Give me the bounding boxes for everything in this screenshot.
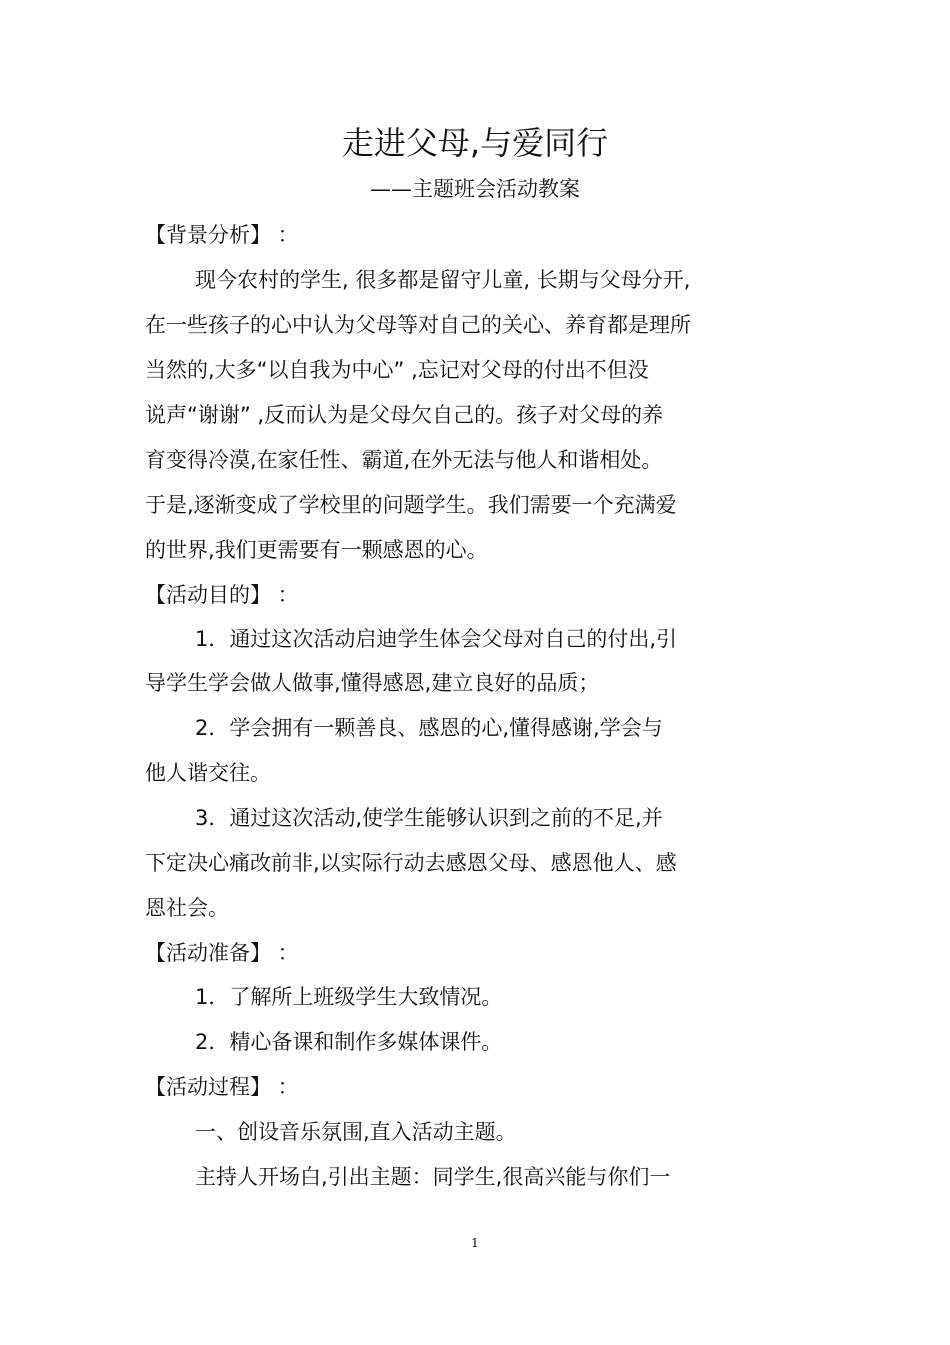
list-item-line: 2．精心备课和制作多媒体课件。 [195,1030,503,1054]
list-item-line: 2．学会拥有一颗善良、感恩的心,懂得感谢,学会与 [195,716,663,740]
document-subtitle: ——主题班会活动教案 [370,177,580,201]
paragraph-line: 的世界,我们更需要有一颗感恩的心。 [145,538,488,562]
list-item-line: 他人谐交往。 [145,761,271,785]
paragraph-line: 于是,逐渐变成了学校里的问题学生。我们需要一个充满爱 [145,493,677,517]
paragraph-line: 一、创设音乐氛围,直入活动主题。 [195,1120,517,1144]
paragraph-line: 当然的,大多“以自我为中心” ,忘记对父母的付出不但没 [145,358,649,382]
section-heading-process: 【活动过程】 ： [145,1075,299,1099]
list-item-line: 导学生学会做人做事,懂得感恩,建立良好的品质； [145,671,600,695]
list-item-line: 3．通过这次活动,使学生能够认识到之前的不足,并 [195,806,663,830]
list-item-line: 1．了解所上班级学生大致情况。 [195,985,503,1009]
paragraph-line: 说声“谢谢” ,反而认为是父母欠自己的。孩子对父母的养 [145,403,664,427]
page-number: 1 [471,1236,479,1250]
section-heading-background: 【背景分析】 ： [145,223,299,247]
list-item-line: 下定决心痛改前非,以实际行动去感恩父母、感恩他人、感 [145,851,677,875]
section-heading-purpose: 【活动目的】 ： [145,583,299,607]
paragraph-line: 现今农村的学生, 很多都是留守儿童, 长期与父母分开, [195,268,691,292]
section-heading-preparation: 【活动准备】 ： [145,941,299,965]
document-title: 走进父母,与爱同行 [341,124,609,162]
list-item-line: 恩社会。 [145,896,229,920]
paragraph-line: 育变得冷漠,在家任性、霸道,在外无法与他人和谐相处。 [145,448,663,472]
list-item-line: 1．通过这次活动启迪学生体会父母对自己的付出,引 [195,627,678,651]
paragraph-line: 主持人开场白,引出主题：同学生,很高兴能与你们一 [195,1165,671,1189]
paragraph-line: 在一些孩子的心中认为父母等对自己的关心、养育都是理所 [145,313,691,337]
